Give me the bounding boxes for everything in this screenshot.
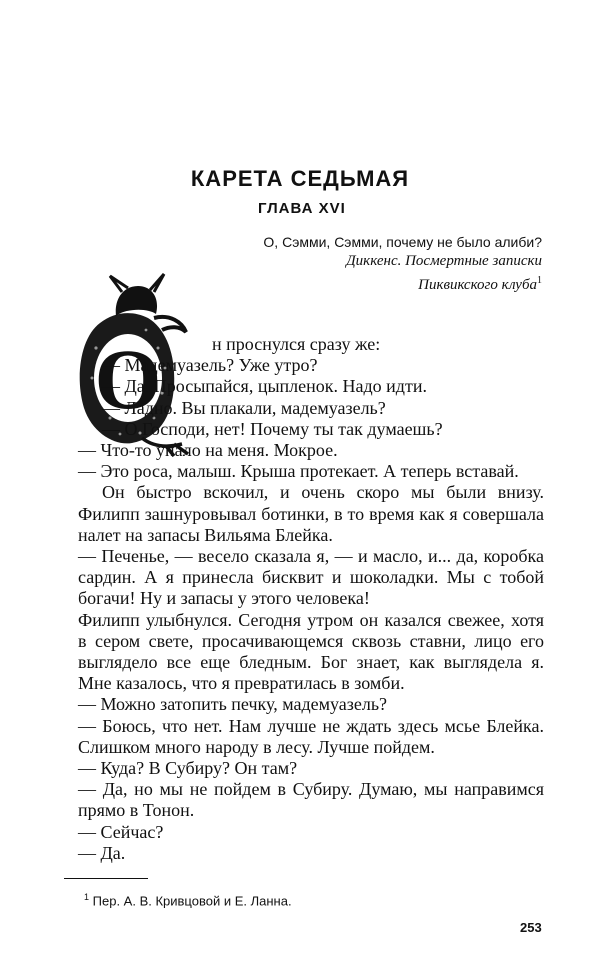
- paragraph: — Что-то упало на меня. Мокрое.: [78, 440, 338, 461]
- paragraph: — Ладно. Вы плакали, мадемуазель?: [102, 397, 386, 418]
- epigraph-attribution-line2: Пиквикского клуба: [418, 277, 537, 293]
- footnote-divider: [64, 878, 148, 879]
- paragraph: — Боюсь, что нет. Нам лучше не ждать здесь мсье Блейка. Слишком много народу в лесу. Лучше пойдем.: [78, 715, 544, 757]
- chapter-subtitle: ГЛАВА XVI: [258, 200, 346, 217]
- chapter-title: КАРЕТА СЕДЬМАЯ: [190, 166, 410, 191]
- paragraph: — Сейчас?: [78, 821, 164, 842]
- paragraph: — Да, но мы не пойдем в Субиру. Думаю, мы направимся прямо в Тонон.: [78, 779, 544, 821]
- paragraph: — Это роса, малыш. Крыша протекает. А теперь вставай.: [78, 461, 519, 482]
- paragraph: Он быстро вскочил, и очень скоро мы были внизу. Филипп зашнуровывал ботинки, в то время как я совершала налет на запасы Вильяма Блейка.: [78, 482, 544, 545]
- epigraph-footnote-mark: 1: [537, 275, 542, 286]
- footnote: [84, 892, 292, 908]
- paragraph: — О Господи, нет! Почему ты так думаешь?: [102, 418, 443, 439]
- footnote-text: Пер. А. В. Кривцовой и Е. Ланна.: [92, 893, 292, 909]
- footnote-mark: 1: [84, 892, 90, 902]
- epigraph-attribution: [182, 252, 542, 295]
- paragraph: — Печенье, — весело сказала я, — и масло, и... да, коробка сардин. А я принесла бисквит и шоколадки. Мы с тобой богачи! Ну и запасы у этого человека!: [78, 546, 544, 609]
- paragraph: — Можно затопить печку, мадемуазель?: [78, 694, 388, 715]
- paragraph: — Куда? В Субиру? Он там?: [78, 758, 298, 779]
- page-number: 253: [520, 920, 542, 935]
- body-text: [78, 334, 544, 864]
- epigraph-attribution-line1: Диккенс. Посмертные записки: [346, 253, 542, 269]
- paragraph: — Да.: [78, 842, 126, 863]
- paragraph: Филипп улыбнулся. Сегодня утром он казался свежее, хотя в сером свете, просачивающемся сквозь ставни, лицо его выглядело все еще бледным. Бог знает, как выглядела я. Мне казалось, что я превратилась в зомби.: [78, 609, 544, 694]
- paragraph: — Мадемуазель? Уже утро?: [102, 355, 318, 376]
- dropcap-letter: О: [94, 331, 162, 427]
- epigraph: [182, 232, 542, 295]
- epigraph-quote: О, Сэмми, Сэмми, почему не было алиби?: [263, 234, 542, 250]
- paragraph: — Да. Просыпайся, цыпленок. Надо идти.: [102, 376, 427, 397]
- paragraph: н проснулся сразу же:: [212, 334, 381, 354]
